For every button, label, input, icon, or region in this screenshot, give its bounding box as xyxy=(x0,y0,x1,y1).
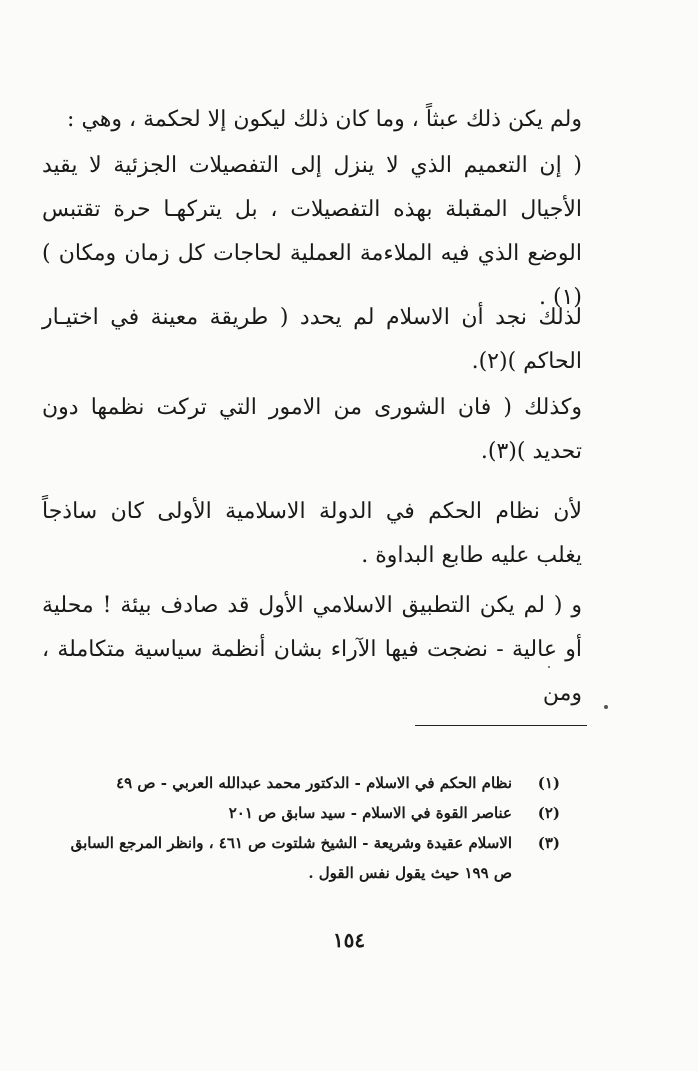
paragraph-bedouin: لأن نظام الحكم في الدولة الاسلامية الأولى كان ساذجاً يغلب عليه طابع البداوة . xyxy=(42,499,582,568)
footnote-text: الاسلام عقيدة وشريعة - الشيخ شلتوت ص ٤٦١ ، وانظر المرجع السابق ص ١٩٩ حيث يقول نفس القول . xyxy=(70,834,512,882)
footnote-number: (١) xyxy=(537,774,560,792)
paragraph-shura: وكذلك ( فان الشورى من الامور التي تركت نظمها دون تحديد )(٣). xyxy=(42,395,582,464)
footnote-number: (٣) xyxy=(537,834,560,852)
footnote-divider xyxy=(415,725,587,726)
print-speck xyxy=(604,705,608,709)
page-number: ١٥٤ xyxy=(332,928,366,952)
paragraph-quote-generalization: ( إن التعميم الذي لا ينزل إلى التفصيلات الجزئية لا يقيد الأجيال المقبلة بهذه التفصيلات ، بل يتركهـا حرة تقتبس الوضع الذي فيه الملاءمة العملية لحاجات كل زمان ومكان )(١) . xyxy=(42,153,582,310)
footnote-item xyxy=(50,768,560,798)
footnotes xyxy=(50,768,560,888)
paragraph-intro: ولم يكن ذلك عبثاً ، وما كان ذلك ليكون إلا لحكمة ، وهي : xyxy=(67,107,582,132)
footnote-number: (٢) xyxy=(537,804,560,822)
footnote-item xyxy=(50,828,560,888)
footnote-item xyxy=(50,798,560,828)
print-speck xyxy=(548,666,550,668)
footnote-text: عناصر القوة في الاسلام - سيد سابق ص ٢٠١ xyxy=(228,804,512,822)
footnote-text: نظام الحكم في الاسلام - الدكتور محمد عبدالله العربي - ص ٤٩ xyxy=(116,774,512,792)
paragraph-ruler-selection: لذلك نجد أن الاسلام لم يحدد ( طريقة معينة في اختيـار الحاكم )(٢). xyxy=(42,305,582,374)
paragraph-application: و ( لم يكن التطبيق الاسلامي الأول قد صادف بيئة ! محلية أو عالية - نضجت فيها الآراء بشان أنظمة سياسية متكاملة ، ومن xyxy=(42,593,582,706)
